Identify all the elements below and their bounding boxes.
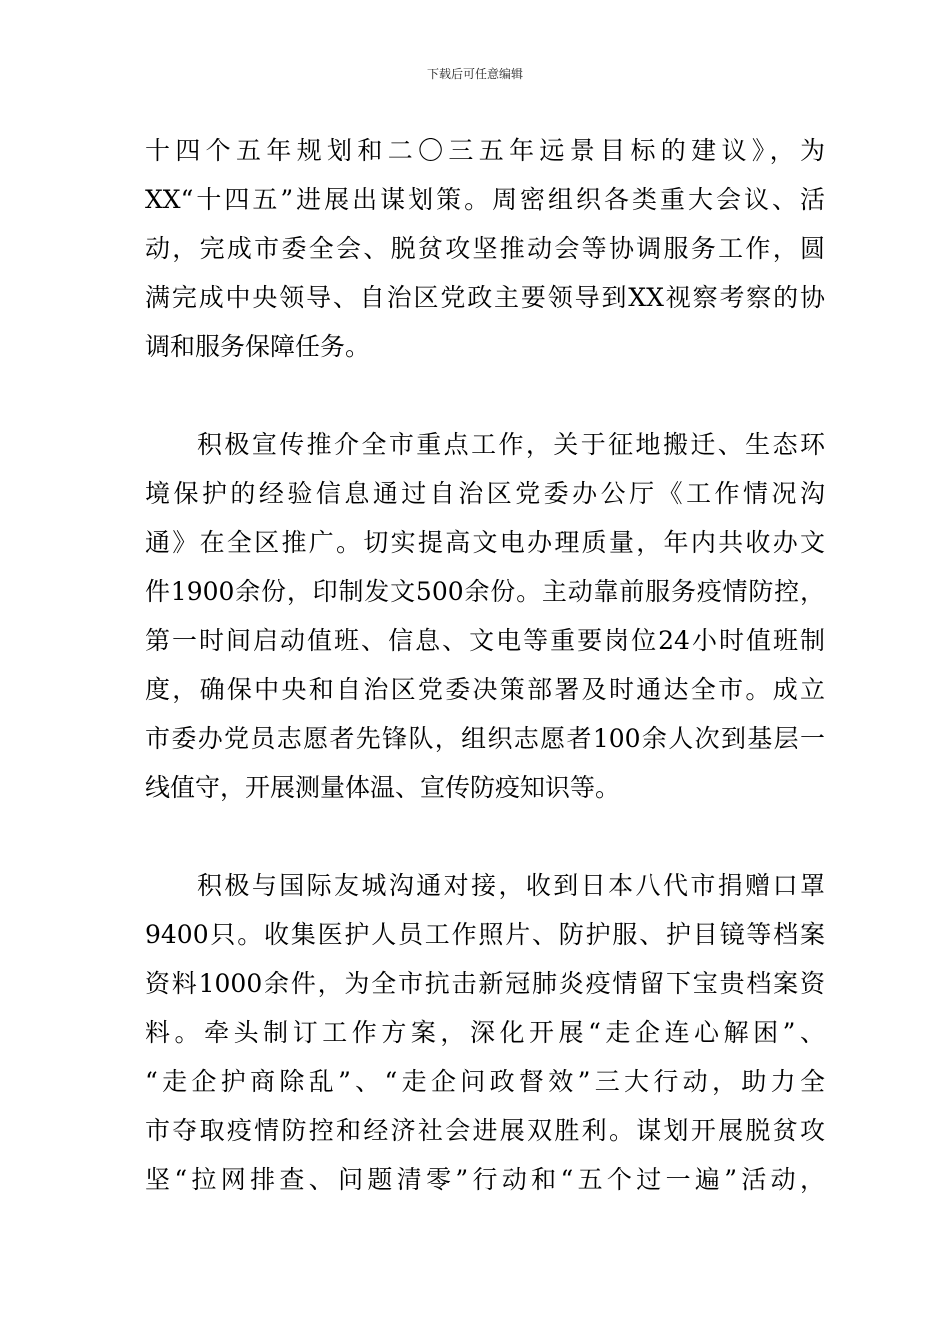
paragraph-3 — [145, 861, 825, 1204]
text-line: 坚“拉网排查、问题清零”行动和“五个过一遍”活动， — [145, 1165, 825, 1194]
document-body — [145, 126, 825, 1204]
text-line: 件1900余份，印制发文500余份。主动靠前服务疫情防控， — [145, 577, 825, 606]
text-line: 境保护的经验信息通过自治区党委办公厅《工作情况沟 — [145, 479, 825, 508]
text-line: 市委办党员志愿者先锋队，组织志愿者100余人次到基层一 — [145, 724, 825, 753]
text-line: 资料1000余件，为全市抗击新冠肺炎疫情留下宝贵档案资 — [145, 969, 825, 998]
text-line: 料。牵头制订工作方案，深化开展“走企连心解困”、 — [145, 1018, 825, 1047]
text-line: 通》在全区推广。切实提高文电办理质量，年内共收办文 — [145, 528, 825, 557]
text-line: XX“十四五”进展出谋划策。周密组织各类重大会议、活 — [145, 185, 825, 214]
text-line: 积极与国际友城沟通对接，收到日本八代市捐赠口罩 — [197, 871, 825, 900]
text-line: 第一时间启动值班、信息、文电等重要岗位24小时值班制 — [145, 626, 825, 655]
paragraph-spacer — [145, 371, 825, 420]
text-line: 度，确保中央和自治区党委决策部署及时通达全市。成立 — [145, 675, 825, 704]
text-line: “走企护商除乱”、“走企问政督效”三大行动，助力全 — [145, 1067, 825, 1096]
paragraph-1 — [145, 126, 825, 371]
paragraph-spacer — [145, 812, 825, 861]
page-header-note: 下载后可任意编辑 — [426, 67, 523, 81]
text-line: 9400只。收集医护人员工作照片、防护服、护目镜等档案 — [145, 920, 825, 949]
text-line: 满完成中央领导、自治区党政主要领导到XX视察考察的协 — [145, 283, 825, 312]
text-line: 市夺取疫情防控和经济社会进展双胜利。谋划开展脱贫攻 — [145, 1116, 825, 1145]
text-line: 线值守，开展测量体温、宣传防疫知识等。 — [145, 773, 621, 802]
paragraph-2 — [145, 420, 825, 812]
text-line: 动，完成市委全会、脱贫攻坚推动会等协调服务工作，圆 — [145, 234, 825, 263]
text-line: 积极宣传推介全市重点工作，关于征地搬迁、生态环 — [197, 430, 825, 459]
text-line: 十四个五年规划和二〇三五年远景目标的建议》，为 — [145, 136, 825, 165]
text-line: 调和服务保障任务。 — [145, 332, 371, 361]
